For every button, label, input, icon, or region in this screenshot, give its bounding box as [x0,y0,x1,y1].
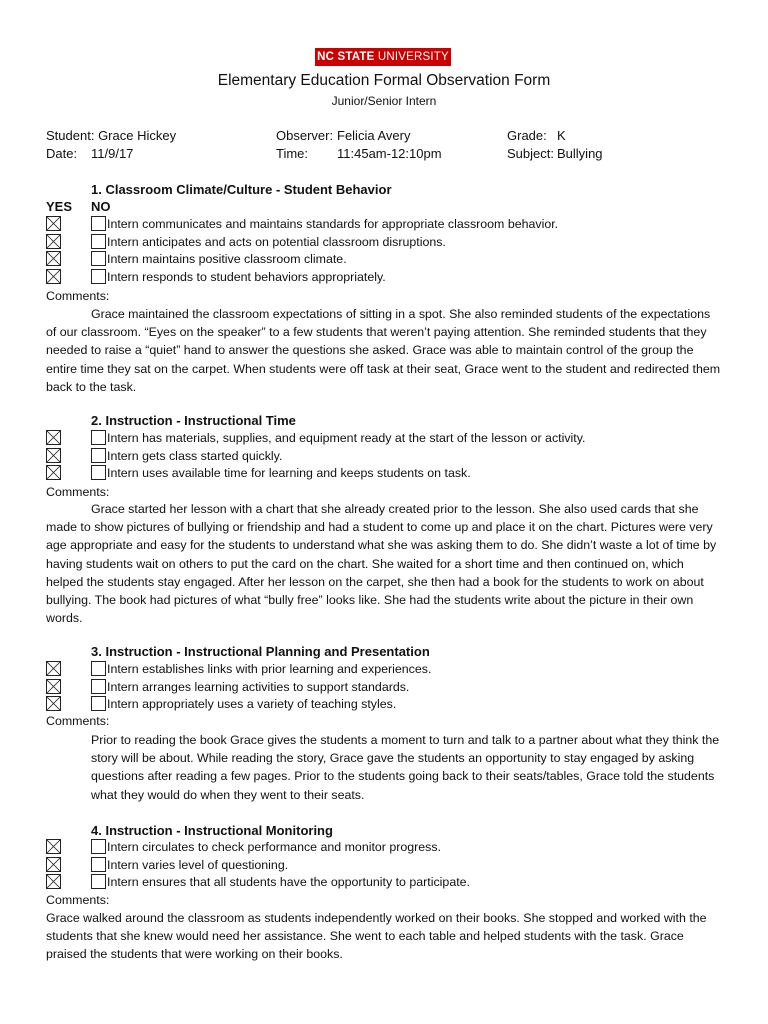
comments-label: Comments: [46,893,110,907]
comments-label: Comments: [46,485,110,499]
yes-checkbox[interactable] [46,857,61,872]
subject-field: Subject: Bullying [507,146,603,161]
checklist-item-text: Intern appropriately uses a variety of teaching styles. [107,697,397,711]
yes-checkbox[interactable] [46,216,61,231]
form-subtitle: Junior/Senior Intern [331,94,437,108]
yes-checkbox[interactable] [46,839,61,854]
date-field: Date: 11/9/17 [46,146,134,161]
yes-checkbox[interactable] [46,448,61,463]
no-column-header: NO [91,199,111,214]
checklist-item-text: Intern gets class started quickly. [107,448,283,463]
checklist-item-text: Intern responds to student behaviors appropriately. [107,269,386,284]
no-checkbox[interactable] [91,251,106,266]
no-checkbox[interactable] [91,874,106,889]
checklist-item-text: Intern circulates to check performance and monitor progress. [107,840,442,854]
section-heading: 2. Instruction - Instructional Time [91,413,296,428]
no-checkbox[interactable] [91,234,106,249]
yes-checkbox[interactable] [46,661,61,676]
yes-checkbox[interactable] [46,874,61,889]
no-checkbox[interactable] [91,430,106,445]
comment-paragraph: Grace walked around the classroom as students independently worked on their books. She stopped and worked with the students that she knew would need her assistance. She went to each table and helped students with the task. Grace praised the students that were working on their books. [46,911,707,962]
checklist-item-text: Intern anticipates and acts on potential classroom disruptions. [107,234,446,249]
yes-checkbox[interactable] [46,679,61,694]
checklist-item-text: Intern communicates and maintains standards for appropriate classroom behavior. [107,217,559,231]
form-title: Elementary Education Formal Observation Form [217,72,551,89]
comment-paragraph: Prior to reading the book Grace gives the students a moment to turn and talk to a partner about what they think the story will be about. While reading the story, Grace gave the students an opportunity to stay engaged by asking questions after reading a few pages. Prior to the students going back to their seats/tables, Grace told the students what they would do when they went to their seats. [91,733,720,802]
no-checkbox[interactable] [91,448,106,463]
no-checkbox[interactable] [91,269,106,284]
student-field: Student: Grace Hickey [46,128,177,143]
yes-checkbox[interactable] [46,430,61,445]
no-checkbox[interactable] [91,839,106,854]
no-checkbox[interactable] [91,696,106,711]
comment-paragraph: Grace maintained the classroom expectations of sitting in a spot. She also reminded students of the expectations of our classroom. “Eyes on the speaker” to a few students that weren’t paying attention. She reminded students that they needed to raise a “quiet” hand to answer the questions she asked. Grace was able to maintain control of the group the entire time they sat on the carpet. When students were off task at their seat, Grace went to the student and redirected them back to the task. [46,307,721,394]
comments-label: Comments: [46,714,110,728]
yes-column-header: YES [46,199,73,214]
yes-checkbox[interactable] [46,465,61,480]
no-checkbox[interactable] [91,216,106,231]
section-heading: 1. Classroom Climate/Culture - Student Behavior [91,182,392,197]
grade-field: Grade: K [507,128,566,143]
no-checkbox[interactable] [91,679,106,694]
time-field: Time: 11:45am-12:10pm [276,146,442,161]
section-heading: 3. Instruction - Instructional Planning and Presentation [91,644,430,659]
checklist-item-text: Intern varies level of questioning. [107,857,289,872]
yes-checkbox[interactable] [46,269,61,284]
section-heading: 4. Instruction - Instructional Monitoring [91,823,333,838]
comments-label: Comments: [46,289,110,303]
checklist-item-text: Intern ensures that all students have the opportunity to participate. [107,875,470,889]
ncsu-logo: NC STATE UNIVERSITY [315,48,451,66]
checklist-item-text: Intern establishes links with prior learning and experiences. [107,662,432,676]
yes-checkbox[interactable] [46,696,61,711]
checklist-item-text: Intern arranges learning activities to support standards. [107,679,410,694]
checklist-item-text: Intern uses available time for learning and keeps students on task. [107,466,471,480]
no-checkbox[interactable] [91,857,106,872]
no-checkbox[interactable] [91,661,106,676]
yes-checkbox[interactable] [46,234,61,249]
checklist-item-text: Intern maintains positive classroom climate. [107,252,347,266]
comment-paragraph: Grace started her lesson with a chart that she already created prior to the lesson. She also used cards that she made to show pictures of bullying or friendship and had a student to come up and place it on the chart. Pictures were very age appropriate and easy for the students to understand what she was asking them to do. She didn’t waste a lot of time by having students wait on others to put the card on the chart. She waited for a short time and then continued on, which helped the students stay engaged. After her lesson on the carpet, she then had a book for the students to work on about bullying. The book had pictures of what “bully free” looks like. She had the students write about the picture in their own words. [46,502,717,626]
checklist-item-text: Intern has materials, supplies, and equipment ready at the start of the lesson or activity. [107,431,586,445]
no-checkbox[interactable] [91,465,106,480]
observer-field: Observer: Felicia Avery [276,128,411,143]
yes-checkbox[interactable] [46,251,61,266]
